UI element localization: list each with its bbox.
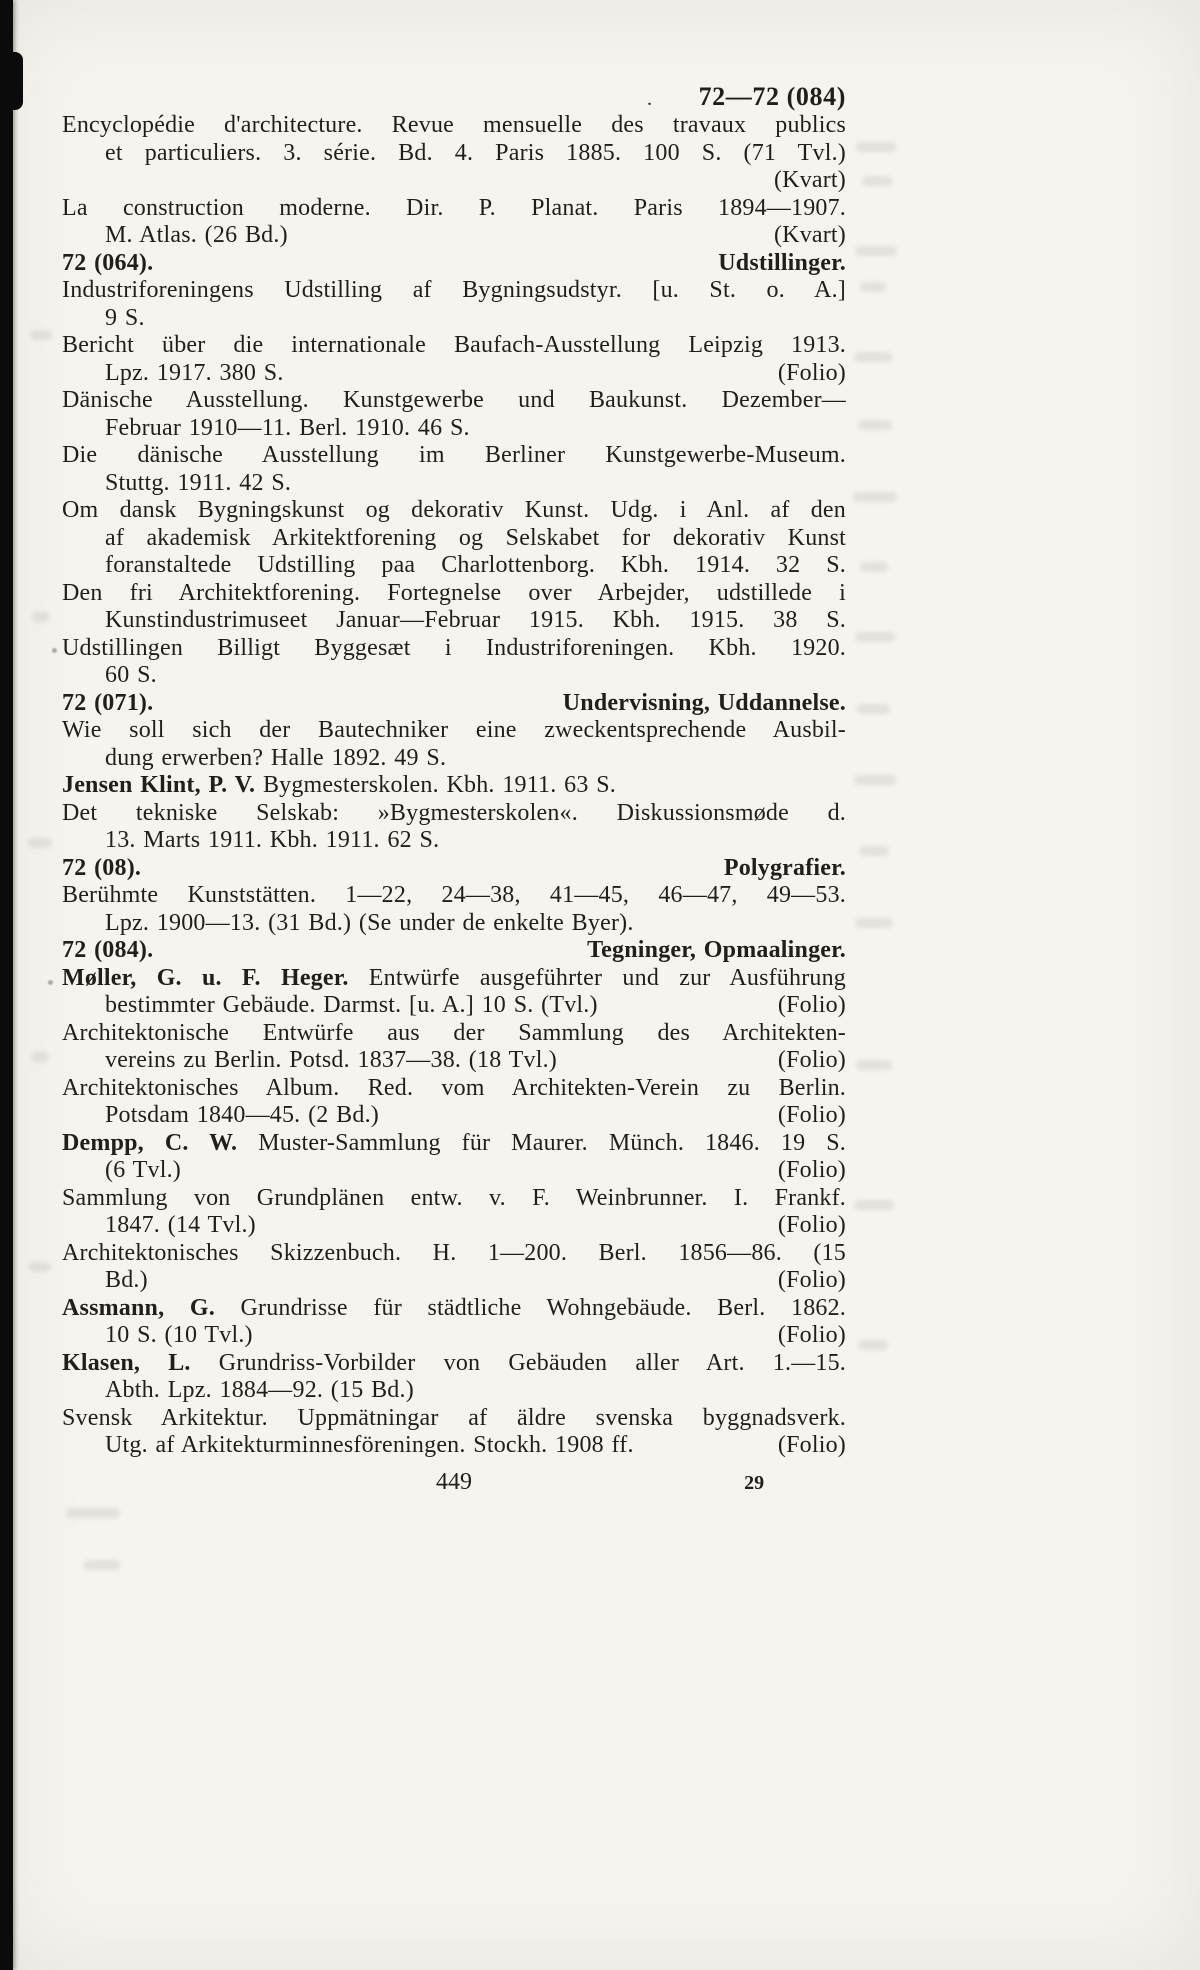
line-text: Utg. af Arkitekturminnesföreningen. Stockh. 1908 ff.: [105, 1432, 634, 1458]
text-line: [62, 1405, 846, 1433]
bleed-through-artifact: [84, 1560, 120, 1570]
text-line: [62, 552, 846, 580]
line-text: Architektonische Entwürfe aus der Sammlung des Architekten-: [62, 1019, 846, 1046]
text-line: [62, 387, 846, 415]
line-text: La construction moderne. Dir. P. Planat. Paris 1894—1907.: [62, 194, 846, 221]
line-right-text: (Folio): [777, 1212, 846, 1238]
line-text: Lpz. 1900—13. (31 Bd.) (Se under de enkelte Byer).: [105, 909, 634, 936]
signature-mark: 29: [744, 1471, 765, 1494]
text-line: [62, 662, 846, 690]
entry-author: Jensen Klint, P. V.: [62, 772, 256, 798]
bleed-through-artifact: [31, 1052, 49, 1062]
text-line: [62, 992, 846, 1020]
scan-speck-artifact: [48, 980, 53, 985]
text-line: [62, 580, 846, 608]
text-line: [62, 635, 846, 663]
page-number: 449: [436, 1468, 472, 1495]
line-text: Encyclopédie d'architecture. Revue mensuelle des travaux publics: [62, 112, 846, 138]
text-line: [62, 607, 846, 635]
line-text: 72 (084).: [62, 937, 154, 963]
line-text: 1847. (14 Tvl.): [105, 1212, 256, 1238]
line-text: 13. Marts 1911. Kbh. 1911. 62 S.: [105, 827, 440, 853]
text-line: [62, 772, 846, 800]
line-text: 60 S.: [105, 662, 157, 688]
text-line: [62, 167, 846, 195]
line-text: Svensk Arkitektur. Uppmätningar af äldre svenska byggnadsverk.: [62, 1404, 846, 1431]
text-line: [62, 1267, 846, 1295]
line-text: Abth. Lpz. 1884—92. (15 Bd.): [105, 1377, 414, 1403]
line-right-text: Undervisning, Uddannelse.: [562, 689, 846, 716]
bleed-through-artifact: [854, 775, 896, 785]
line-text: Møller, G. u. F. Heger. Entwürfe ausgeführter und zur Ausführung: [62, 964, 846, 991]
line-text: bestimmter Gebäude. Darmst. [u. A.] 10 S. (Tvl.): [105, 992, 598, 1018]
line-text: Sammlung von Grundplänen entw. v. F. Weinbrunner. I. Frankf.: [62, 1184, 846, 1211]
line-right-text: (Kvart): [773, 167, 846, 193]
line-text: Lpz. 1917. 380 S.: [105, 359, 284, 386]
line-text: Architektonisches Skizzenbuch. H. 1—200. Berl. 1856—86. (15: [62, 1239, 846, 1266]
line-text: 10 S. (10 Tvl.): [105, 1322, 253, 1348]
line-text: Om dansk Bygningskunst og dekorativ Kunst. Udg. i Anl. af den: [62, 497, 846, 523]
line-text: Industriforeningens Udstilling af Bygningsudstyr. [u. St. o. A.]: [62, 277, 846, 303]
bleed-through-artifact: [862, 176, 892, 186]
text-line: [62, 1212, 846, 1240]
text-line: [62, 222, 846, 250]
line-text: Det tekniske Selskab: »Bygmesterskolen«. Diskussionsmøde d.: [62, 799, 846, 826]
bleed-through-artifact: [856, 1060, 892, 1070]
text-line: [62, 360, 846, 388]
line-text: Bericht über die internationale Baufach-Ausstellung Leipzig 1913.: [62, 332, 846, 358]
text-line: [62, 415, 846, 443]
line-text: 72 (08).: [62, 854, 142, 881]
line-text: 72 (064).: [62, 249, 154, 276]
line-right-text: (Folio): [777, 1157, 846, 1183]
line-text: Assmann, G. Grundrisse für städtliche Wohngebäude. Berl. 1862.: [62, 1294, 846, 1321]
text-line: [62, 470, 846, 498]
text-line: [62, 442, 846, 470]
text-line: [62, 497, 846, 525]
line-text: 72 (071).: [62, 689, 154, 716]
text-line: [62, 305, 846, 333]
line-text: foranstaltede Udstilling paa Charlottenborg. Kbh. 1914. 32 S.: [105, 552, 846, 578]
text-line: [62, 332, 846, 360]
text-line: [62, 1185, 846, 1213]
line-right-text: Tegninger, Opmaalinger.: [587, 937, 846, 963]
text-line: [62, 690, 846, 718]
text-line: [62, 277, 846, 305]
text-line: [62, 1322, 846, 1350]
line-text: Berühmte Kunststätten. 1—22, 24—38, 41—45, 46—47, 49—53.: [62, 882, 846, 908]
text-line: [62, 250, 846, 278]
text-line: [62, 1157, 846, 1185]
line-text: Potsdam 1840—45. (2 Bd.): [105, 1102, 379, 1128]
bleed-through-artifact: [859, 846, 889, 856]
bleed-through-artifact: [860, 282, 886, 292]
text-line: [62, 937, 846, 965]
line-text: Die dänische Ausstellung im Berliner Kunstgewerbe-Museum.: [62, 442, 846, 468]
line-text: Klasen, L. Grundriss-Vorbilder von Gebäuden aller Art. 1.—15.: [62, 1349, 846, 1376]
line-text: Architektonisches Album. Red. vom Architekten-Verein zu Berlin.: [62, 1074, 846, 1101]
bleed-through-artifact: [858, 1340, 888, 1350]
text-line: [62, 1047, 846, 1075]
line-right-text: (Folio): [777, 1322, 846, 1348]
text-line: [62, 745, 846, 773]
bleed-through-artifact: [854, 1200, 894, 1210]
line-text: Dänische Ausstellung. Kunstgewerbe und Baukunst. Dezember—: [62, 387, 846, 413]
entry-author: Klasen, L.: [62, 1349, 191, 1376]
text-line: [62, 1130, 846, 1158]
text-line: [62, 1075, 846, 1103]
text-line: [62, 112, 846, 140]
bleed-through-artifact: [29, 1262, 51, 1272]
line-right-text: (Kvart): [773, 222, 846, 248]
line-text: et particuliers. 3. série. Bd. 4. Paris 1885. 100 S. (71 Tvl.): [105, 139, 846, 166]
text-block: [62, 112, 846, 1460]
text-line: [62, 1350, 846, 1378]
line-right-text: (Folio): [777, 359, 846, 386]
line-text: Den fri Architektforening. Fortegnelse over Arbejder, udstillede i: [62, 579, 846, 606]
line-right-text: (Folio): [777, 1102, 846, 1128]
bleed-through-artifact: [855, 246, 897, 256]
entry-author: Assmann, G.: [62, 1294, 215, 1321]
line-text: Kunstindustrimuseet Januar—Februar 1915. Kbh. 1915. 38 S.: [105, 607, 846, 633]
bleed-through-artifact: [855, 918, 893, 928]
bleed-through-artifact: [32, 612, 50, 622]
line-right-text: Polygrafier.: [723, 854, 846, 881]
text-line: [62, 827, 846, 855]
line-right-text: (Folio): [777, 1047, 846, 1073]
scan-edge-artifact: [0, 0, 13, 1970]
page-content: [62, 82, 846, 1501]
scan-edge-artifact: [0, 52, 23, 110]
text-line: [62, 855, 846, 883]
line-text: M. Atlas. (26 Bd.): [105, 222, 288, 248]
text-line: [62, 1020, 846, 1048]
text-line: [62, 800, 846, 828]
text-line: [62, 1432, 846, 1460]
line-text: dung erwerben? Halle 1892. 49 S.: [105, 744, 447, 771]
page-footer: [62, 1469, 846, 1501]
bleed-through-artifact: [858, 420, 892, 430]
line-right-text: (Folio): [777, 992, 846, 1018]
line-right-text: (Folio): [777, 1432, 846, 1458]
line-text: Udstillingen Billigt Byggesæt i Industriforeningen. Kbh. 1920.: [62, 634, 846, 661]
line-text: vereins zu Berlin. Potsd. 1837—38. (18 Tvl.): [105, 1047, 557, 1073]
scan-speck-artifact: [52, 648, 57, 653]
line-text: Dempp, C. W. Muster-Sammlung für Maurer. Münch. 1846. 19 S.: [62, 1129, 846, 1156]
bleed-through-artifact: [853, 492, 897, 502]
page-header: [62, 82, 846, 112]
line-text: af akademisk Arkitektforening og Selskabet for dekorativ Kunst: [105, 524, 846, 551]
bleed-through-artifact: [856, 142, 896, 152]
text-line: [62, 1102, 846, 1130]
text-line: [62, 717, 846, 745]
text-line: [62, 1377, 846, 1405]
line-text: Bd.): [105, 1267, 148, 1293]
bleed-through-artifact: [855, 632, 895, 642]
text-line: [62, 910, 846, 938]
bleed-through-artifact: [860, 562, 888, 572]
line-text: (6 Tvl.): [105, 1157, 181, 1183]
text-line: [62, 140, 846, 168]
entry-author: Møller, G. u. F. Heger.: [62, 964, 349, 991]
classmark-heading: 72—72 (084): [698, 82, 846, 111]
bleed-through-artifact: [30, 330, 52, 340]
line-right-text: Udstillinger.: [718, 249, 846, 276]
bleed-through-artifact: [28, 838, 52, 848]
text-line: [62, 1240, 846, 1268]
text-line: [62, 965, 846, 993]
line-text: Jensen Klint, P. V. Bygmesterskolen. Kbh. 1911. 63 S.: [62, 772, 616, 798]
bleed-through-artifact: [854, 352, 892, 362]
line-text: Februar 1910—11. Berl. 1910. 46 S.: [105, 414, 470, 441]
line-right-text: (Folio): [777, 1267, 846, 1293]
line-text: Stuttg. 1911. 42 S.: [105, 469, 292, 496]
bleed-through-artifact: [857, 704, 890, 714]
line-text: Wie soll sich der Bautechniker eine zweckentsprechende Ausbil-: [62, 717, 846, 743]
line-text: 9 S.: [105, 304, 145, 331]
header-dot-mark: .: [646, 88, 653, 111]
text-line: [62, 1295, 846, 1323]
entry-author: Dempp, C. W.: [62, 1129, 238, 1156]
text-line: [62, 882, 846, 910]
text-line: [62, 525, 846, 553]
text-line: [62, 195, 846, 223]
bleed-through-artifact: [66, 1508, 120, 1518]
